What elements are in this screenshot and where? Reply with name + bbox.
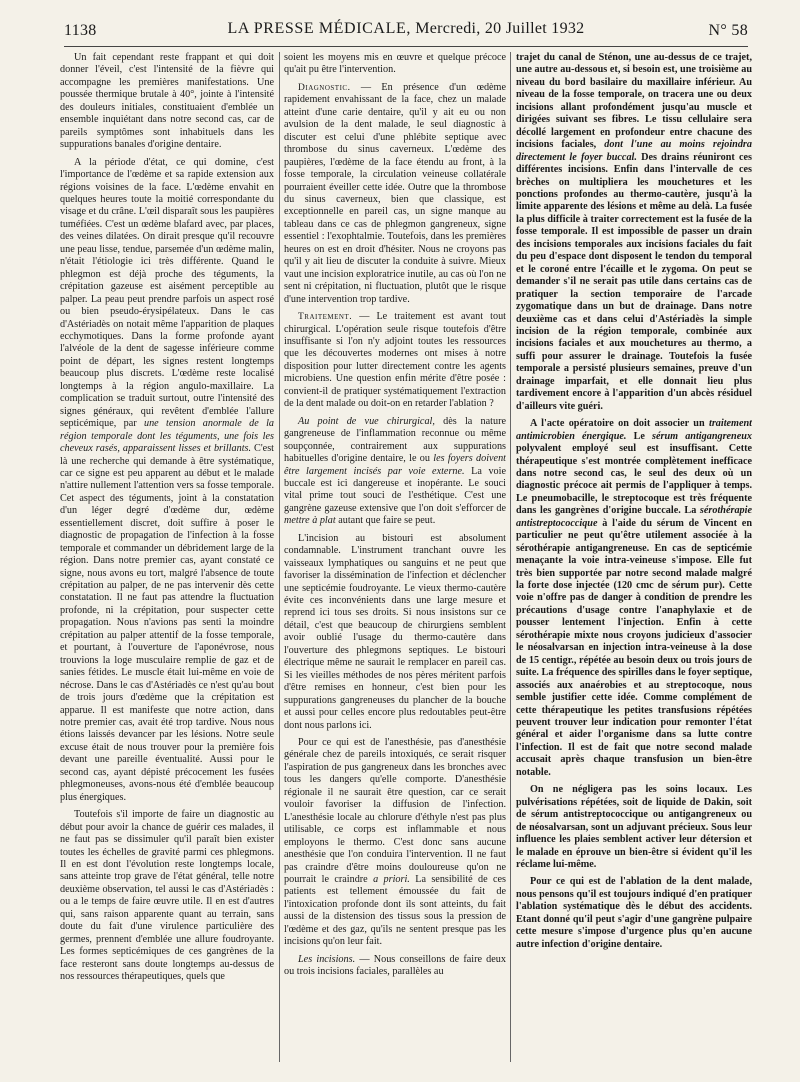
page-header	[64, 20, 748, 44]
column-left	[60, 52, 274, 1062]
section-heading-traitement: Traitement.	[298, 312, 353, 323]
paragraph: Toutefois s'il importe de faire un diagnostic au début pour avoir la chance de guérir ces malades, il ne faut pas se dissimuler qu'il paraît bien exister toutes les échelles de gravité parmi ces phlegmons. Il en est dont l'évolution reste longtemps locale, sans atteinte trop grave de l'état général, telle notre deuxième observation, tel aussi le cas d'Astériadès : ou a le temps de faire œuvre utile. Il en est d'autres qui, sans raison apparente quant au terrain, sans doute du fait d'une virulence particulière des germes, prennent d'emblée une allure foudroyante. Les formes septicémiques de ces gangrènes de la face resteront sans doute longtemps au-dessus de nos ressources thérapeutiques, quels que	[60, 809, 274, 983]
paragraph: Les incisions. — Nous conseillons de faire deux ou trois incisions faciales, parallèles au	[284, 953, 506, 978]
section-heading-diagnostic: Diagnostic.	[298, 82, 351, 93]
subheading-incisions: Les incisions.	[298, 953, 356, 965]
paragraph: L'incision au bistouri est absolument condamnable. L'instrument tranchant ouvre les vaisseaux lymphatiques ou sanguins et ne peut que favoriser la dissémination de l'infection et déclencher une septicémie foudroyante. Le vieux thermo-cautère évite ces inconvénients dans une large mesure et reprend ici tous ses droits. Si nous insistons sur ce détail, c'est que beaucoup de chirurgiens semblent avoir oublié l'usage du thermo-cautère dans l'ouverture des phlegmons septiques. Le bistouri électrique même ne saurait le remplacer en pareil cas. Si les vieilles méthodes de nos pères méritent parfois d'être remises en honneur, c'est bien pour les suppurations gangreneuses du plancher de la bouche et aussi pour celles encore plus redoutables peut-être dont nous parlons ici.	[284, 532, 506, 731]
column-middle	[284, 52, 506, 1062]
paragraph: Pour ce qui est de l'anesthésie, pas d'anesthésie générale chez de pareils intoxiqués, ce serait risquer l'aspiration de pus gangreneux dans les bronches avec tous les dangers qu'elle comporte. D'anesthésie régionale il ne saurait être question, car ce serait vouloir favoriser la diffusion de l'infection. L'anesthésie locale au chlorure d'éthyle n'est pas plus utilisable, ce corps est inflammable et nous employons le thermo. C'est donc sans aucune anesthésie que l'on conduira l'intervention. Il ne faut pas craindre d'être moins douloureuse qu'on ne pourrait le craindre a priori. La sensibilité de ces patients est tellement émoussée du fait de l'intoxication profonde dont ils sont atteints, du fait aussi de la distension des tissus sous la pression de l'œdème et des gaz, qu'ils ne sentent presque pas les incisions qu'on leur fait.	[284, 737, 506, 948]
paragraph: On ne négligera pas les soins locaux. Les pulvérisations répétées, soit de liquide de Dakin, soit de sérum antistreptococcique ou antigangreneux ou de néosalvarsan, sont un adjuvant précieux. Sous leur influence les plaies semblent activer leur détersion et le malade en éprouve un bien-être si évident qu'il les réclame lui-même.	[516, 784, 752, 870]
paragraph: Au point de vue chirurgical, dès la nature gangreneuse de l'inflammation reconnue ou même soupçonnée, contrairement aux suppurations habituelles d'origine dentaire, le ou les foyers doivent être largement incisés par voie externe. La voie buccale est ici dangereuse et inopérante. Le souci vital prime tout souci de l'esthétique. C'est une gangrène gazeuse extensive que l'on doit s'efforcer de mettre à plat autant que faire se peut.	[284, 415, 506, 527]
paragraph: soient les moyens mis en œuvre et quelque précoce qu'ait pu être l'intervention.	[284, 52, 506, 76]
masthead	[64, 20, 748, 38]
paragraph: Pour ce qui est de l'ablation de la dent malade, nous pensons qu'il est toujours indiqué d'en pratiquer l'ablation systématique dès le début des accidents. Etant donné qu'il peut s'agir d'une gangrène pulpaire cette mesure s'impose d'urgence plus qu'en aucune autre infection d'origine dentaire.	[516, 876, 752, 950]
issue-number: N° 58	[708, 22, 748, 39]
column-separator	[279, 52, 280, 1062]
column-right	[516, 52, 752, 1062]
journal-name: LA PRESSE MÉDICALE,	[227, 20, 411, 37]
paragraph: Un fait cependant reste frappant et qui doit donner l'éveil, c'est l'intensité de la fièvre qui accompagne les premières manifestations. Une poussée thermique brutale à 40°, jointe à l'intensité des douleurs initiales, constituaient d'emblée un ensemble inquiétant dans notre second cas, car de pareils symptômes sont inhabituels dans les suppurations banales d'origine dentaire.	[60, 52, 274, 151]
paragraph: trajet du canal de Sténon, une au-dessus de ce trajet, une autre au-dessous et, si besoin est, une troisième au niveau du bord basilaire du maxillaire inférieur. Au niveau de la fosse temporale, on tracera une ou deux incisions allant profondément jusqu'au muscle et dirigées suivant ses fibres. Le tissu cellulaire sera décollé largement en profondeur entre chacune des incisions faciales, dont l'une au moins rejoindra directement le foyer buccal. Des drains réuniront ces différentes incisions. Enfin dans l'intervalle de ces brèches on multipliera les mouchetures et les ponctions profondes au thermo-cautère, jusqu'à la limite apparente des lésions et même au delà. La fusée la plus difficile à traiter correctement est la fusée de la fosse temporale. Il est impossible de passer un drain des incisions temporales aux incisions faciales du fait du peu d'espace dont disposent le tendon du temporal et le coroné entre l'écaille et le zygoma. On peut se demander s'il ne serait pas utile dans certains cas de pratiquer la section temporaire de l'arcade zygomatique dans un but de drainage. Dans notre deuxième cas et dans celui d'Astériadès la simple incision de la région temporale, combinée aux incisions faciales et aux mouchetures au thermo, a suffi pour assurer le drainage. Toutefois la fusée temporale a persisté plusieurs semaines, preuve d'un drainage imparfait, et elle donnait lieu plus tardivement encore à l'apparition d'un abcès résiduel d'ailleurs vite guéri.	[516, 52, 752, 412]
page-number: 1138	[64, 22, 97, 39]
section-traitement: Traitement. — Le traitement est avant tout chirurgical. L'opération seule risque toutefois d'être insuffisante si l'on n'y adjoint toutes les ressources que les découvertes modernes ont mises à notre disposition pour lutter directement contre les agents microbiens. Une question enfin mérite d'être posée : convient-il de pratiquer systématiquement l'extraction de la dent malade ou doit-on en retarder l'ablation ?	[284, 311, 506, 410]
header-rule	[64, 46, 748, 47]
paragraph: A la période d'état, ce qui domine, c'est l'importance de l'œdème et sa rapide extension aux régions voisines de la face. L'œdème envahit en quelques heures toute la moitié correspondante du visage et du crâne. L'œil disparaît sous les paupières tuméfiées. C'est un œdème blafard avec, par places, des veines dilatées. On dirait presque qu'il recouvre une peau lisse, tendue, parsemée d'un œdème malin, n'était l'étiologie ici très différente. Quand le phlegmon est déjà proche des téguments, la crépitation gazeuse est aisément perceptible au palper. La peau peut prendre parfois un aspect rosé ou bien pseudo-érysipélateux. Dans le cas d'Astériadès on notait même l'apparition de plaques ecchymotiques. Dans la forme profonde ayant l'alvéole de la dent de sagesse inférieure comme point de départ, les signes restent longtemps beaucoup plus discrets. L'œdème reste localisé longtemps à la région angulo-maxillaire. La complication se traduit surtout, outre l'intensité des signes généraux, qui revêtent d'emblée l'allure septicémique, par une tension anormale de la région temporale dont les téguments, une fois les cheveux rasés, apparaissent lisses et brillants. C'est là une recherche qui demande à être systématique, car ce signe est peu apparent au début et le malade n'attire nullement l'attention vers sa fosse temporale. Cet aspect des téguments, joint à la constatation d'un léger degré d'œdème dur, œdème essentiellement discret, doit suffire à poser le diagnostic de propagation de l'infection à la fosse temporale et commander un débridement large de la région. Dans notre premier cas, ayant constaté ce signe, nous avons eu tort, malgré l'absence de toute crépitation au palper, de ne pas intervenir dès cette constatation. Il ne faut pas attendre la fluctuation profonde, ni la crépitation, pour suspecter cette propagation. Nous n'avions pas senti la moindre crépitation au palper attentif de la fosse temporale, et pourtant, à l'ouverture de l'aponévrose, nous trouvions la loge musculaire remplie de gaz et de sanies fétides. Le muscle était lui-même en voie de nécrose. Dans le cas d'Astériadès ce n'est qu'au bout de trois jours d'œdème que la crépitation est apparue. Il est manifeste que notre action, dans notre premier cas, avait été trop tardive. Nous nous étions laissés devancer par les lésions. Notre seule excuse était de nous trouver pour la première fois devant une pareille éventualité. Aussi pour le second cas, ayant dépisté précocement les fusées phlegmoneuses, avons-nous été d'emblée beaucoup plus énergiques.	[60, 156, 274, 803]
column-separator	[510, 52, 511, 1062]
issue-date: Mercredi, 20 Juillet 1932	[415, 20, 585, 37]
paragraph: A l'acte opératoire on doit associer un traitement antimicrobien énergique. Le sérum antigangreneux polyvalent employé seul est insuffisant. Cette thérapeutique s'est montrée complètement inefficace dans notre second cas, le seul des deux où un diagnostic précoce ait permis de l'appliquer à temps. Le pneumobacille, le streptocoque est très fréquente dans les gangrènes d'origine buccale. La sérothérapie antistreptococcique à l'aide du sérum de Vincent en particulier ne peut qu'être utilement associée à la sérothérapie antigangreneuse. En cas de septicémie menaçante la voie intra-veineuse s'impose. Elle fut très bien supportée par notre second malade malgré la forte dose injectée (120 cmc de sérum pur). Cette voie n'offre pas de danger à condition de prendre les précautions d'usage contre l'anaphylaxie et de pousser lentement l'injection. Enfin à cette sérothérapie mixte nous croyons judicieux d'associer le néosalvarsan en injection intra-veineuse à la dose de 15 centigr., répétée au besoin deux ou trois jours de suite. La fréquence des spirilles dans le foyer septique, associés aux anaérobies et au streptocoque, nous semble justifier cette idée. Comme complément de cette thérapeutique les petites transfusions répétées peuvent trouver leur indication pour remonter l'état général et aider l'organisme dans sa lutte contre l'infection. Il est de fait que notre second malade accusait après chaque transfusion un bien-être notable.	[516, 418, 752, 778]
section-diagnostic: Diagnostic. — En présence d'un œdème rapidement envahissant de la face, chez un malade atteint d'une carie dentaire, qu'il y ait eu ou non avulsion de la dent malade, le seul diagnostic à discuter est celui d'une phlébite septique avec thrombose du sinus caverneux. L'œdème des paupières, l'œdème de la face étendu au front, à la fosse temporale, la circulation veineuse collatérale pourraient éveiller cette idée. Outre que la thrombose du sinus caverneux, bien que classique, est exceptionnelle en pareil cas, un signe manque au tableau dans ce cas de phlegmon gangreneux, signe essentiel : l'exophtalmie. Toutefois, dans les premières heures on est en droit d'hésiter. Nous ne croyons pas qu'il y ait lieu de discuter la conduite à suivre. Mieux vaut une incision exploratrice inutile, au cas où l'on ne sent ni crépitation, ni fluctuation, plutôt que le risque d'une intervention trop tardive.	[284, 81, 506, 305]
